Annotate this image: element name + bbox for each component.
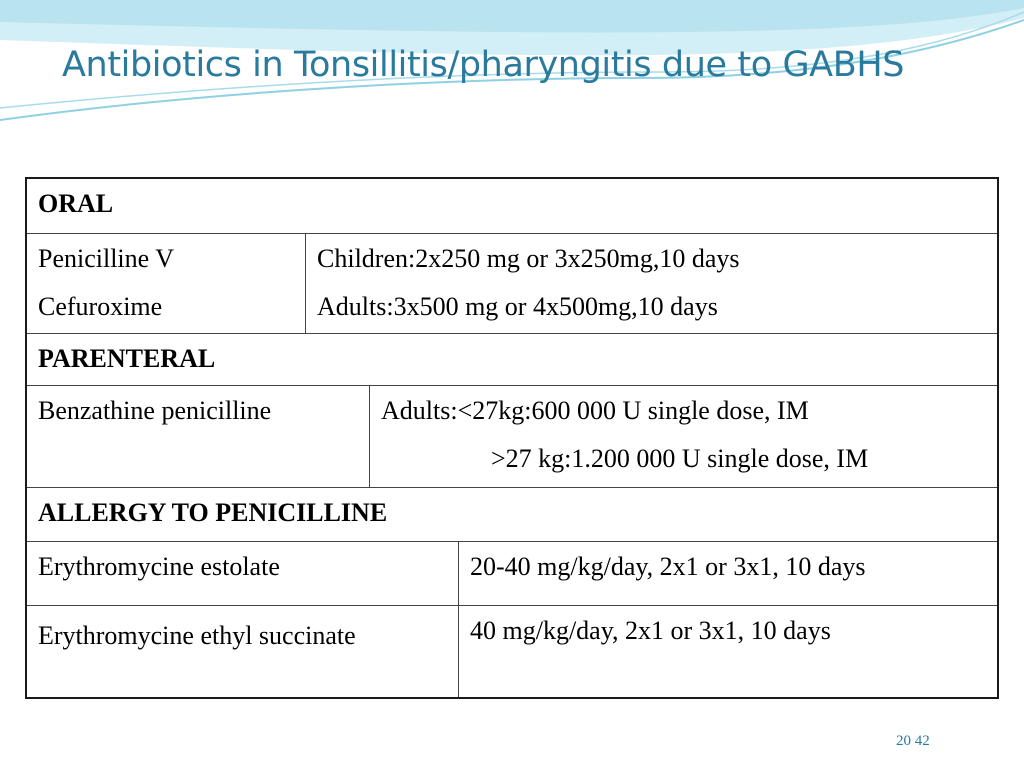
dose-text: Children:2x250 mg or 3x250mg,10 days [317,244,740,273]
allergy-drug-cell [27,542,458,605]
drug-name: Erythromycine ethyl succinate [38,621,356,650]
allergy-drug-cell [27,606,458,697]
parenteral-dose-cell [369,386,997,487]
parenteral-drug-cell [27,386,369,487]
allergy-dose-cell [458,542,997,605]
allergy-header-row [27,488,997,542]
antibiotics-table [25,177,999,699]
slide-title: Antibiotics in Tonsillitis/pharyngitis due to GABHS [62,45,905,85]
drug-name: Erythromycine estolate [38,552,280,581]
parenteral-header-row [27,334,997,386]
oral-header: ORAL [38,189,114,218]
drug-name: Penicilline V [38,244,175,273]
oral-drug-cell [27,234,305,333]
oral-dose-cell [305,234,997,333]
dose-text: 20-40 mg/kg/day, 2x1 or 3x1, 10 days [470,552,866,581]
oral-row [27,234,997,334]
dose-text: 40 mg/kg/day, 2x1 or 3x1, 10 days [470,616,831,645]
drug-name: Benzathine penicilline [38,396,272,425]
page-number: 20 42 [896,733,930,749]
dose-text: >27 kg:1.200 000 U single dose, IM [491,444,869,473]
parenteral-row [27,386,997,488]
allergy-dose-cell [458,606,997,697]
dose-text: Adults:3x500 mg or 4x500mg,10 days [317,292,718,321]
parenteral-header: PARENTERAL [38,344,216,373]
allergy-row [27,542,997,606]
allergy-header: ALLERGY TO PENICILLINE [38,498,388,527]
allergy-row [27,606,997,697]
oral-header-row [27,179,997,234]
dose-text: Adults:<27kg:600 000 U single dose, IM [381,396,809,425]
drug-name: Cefuroxime [38,292,163,321]
